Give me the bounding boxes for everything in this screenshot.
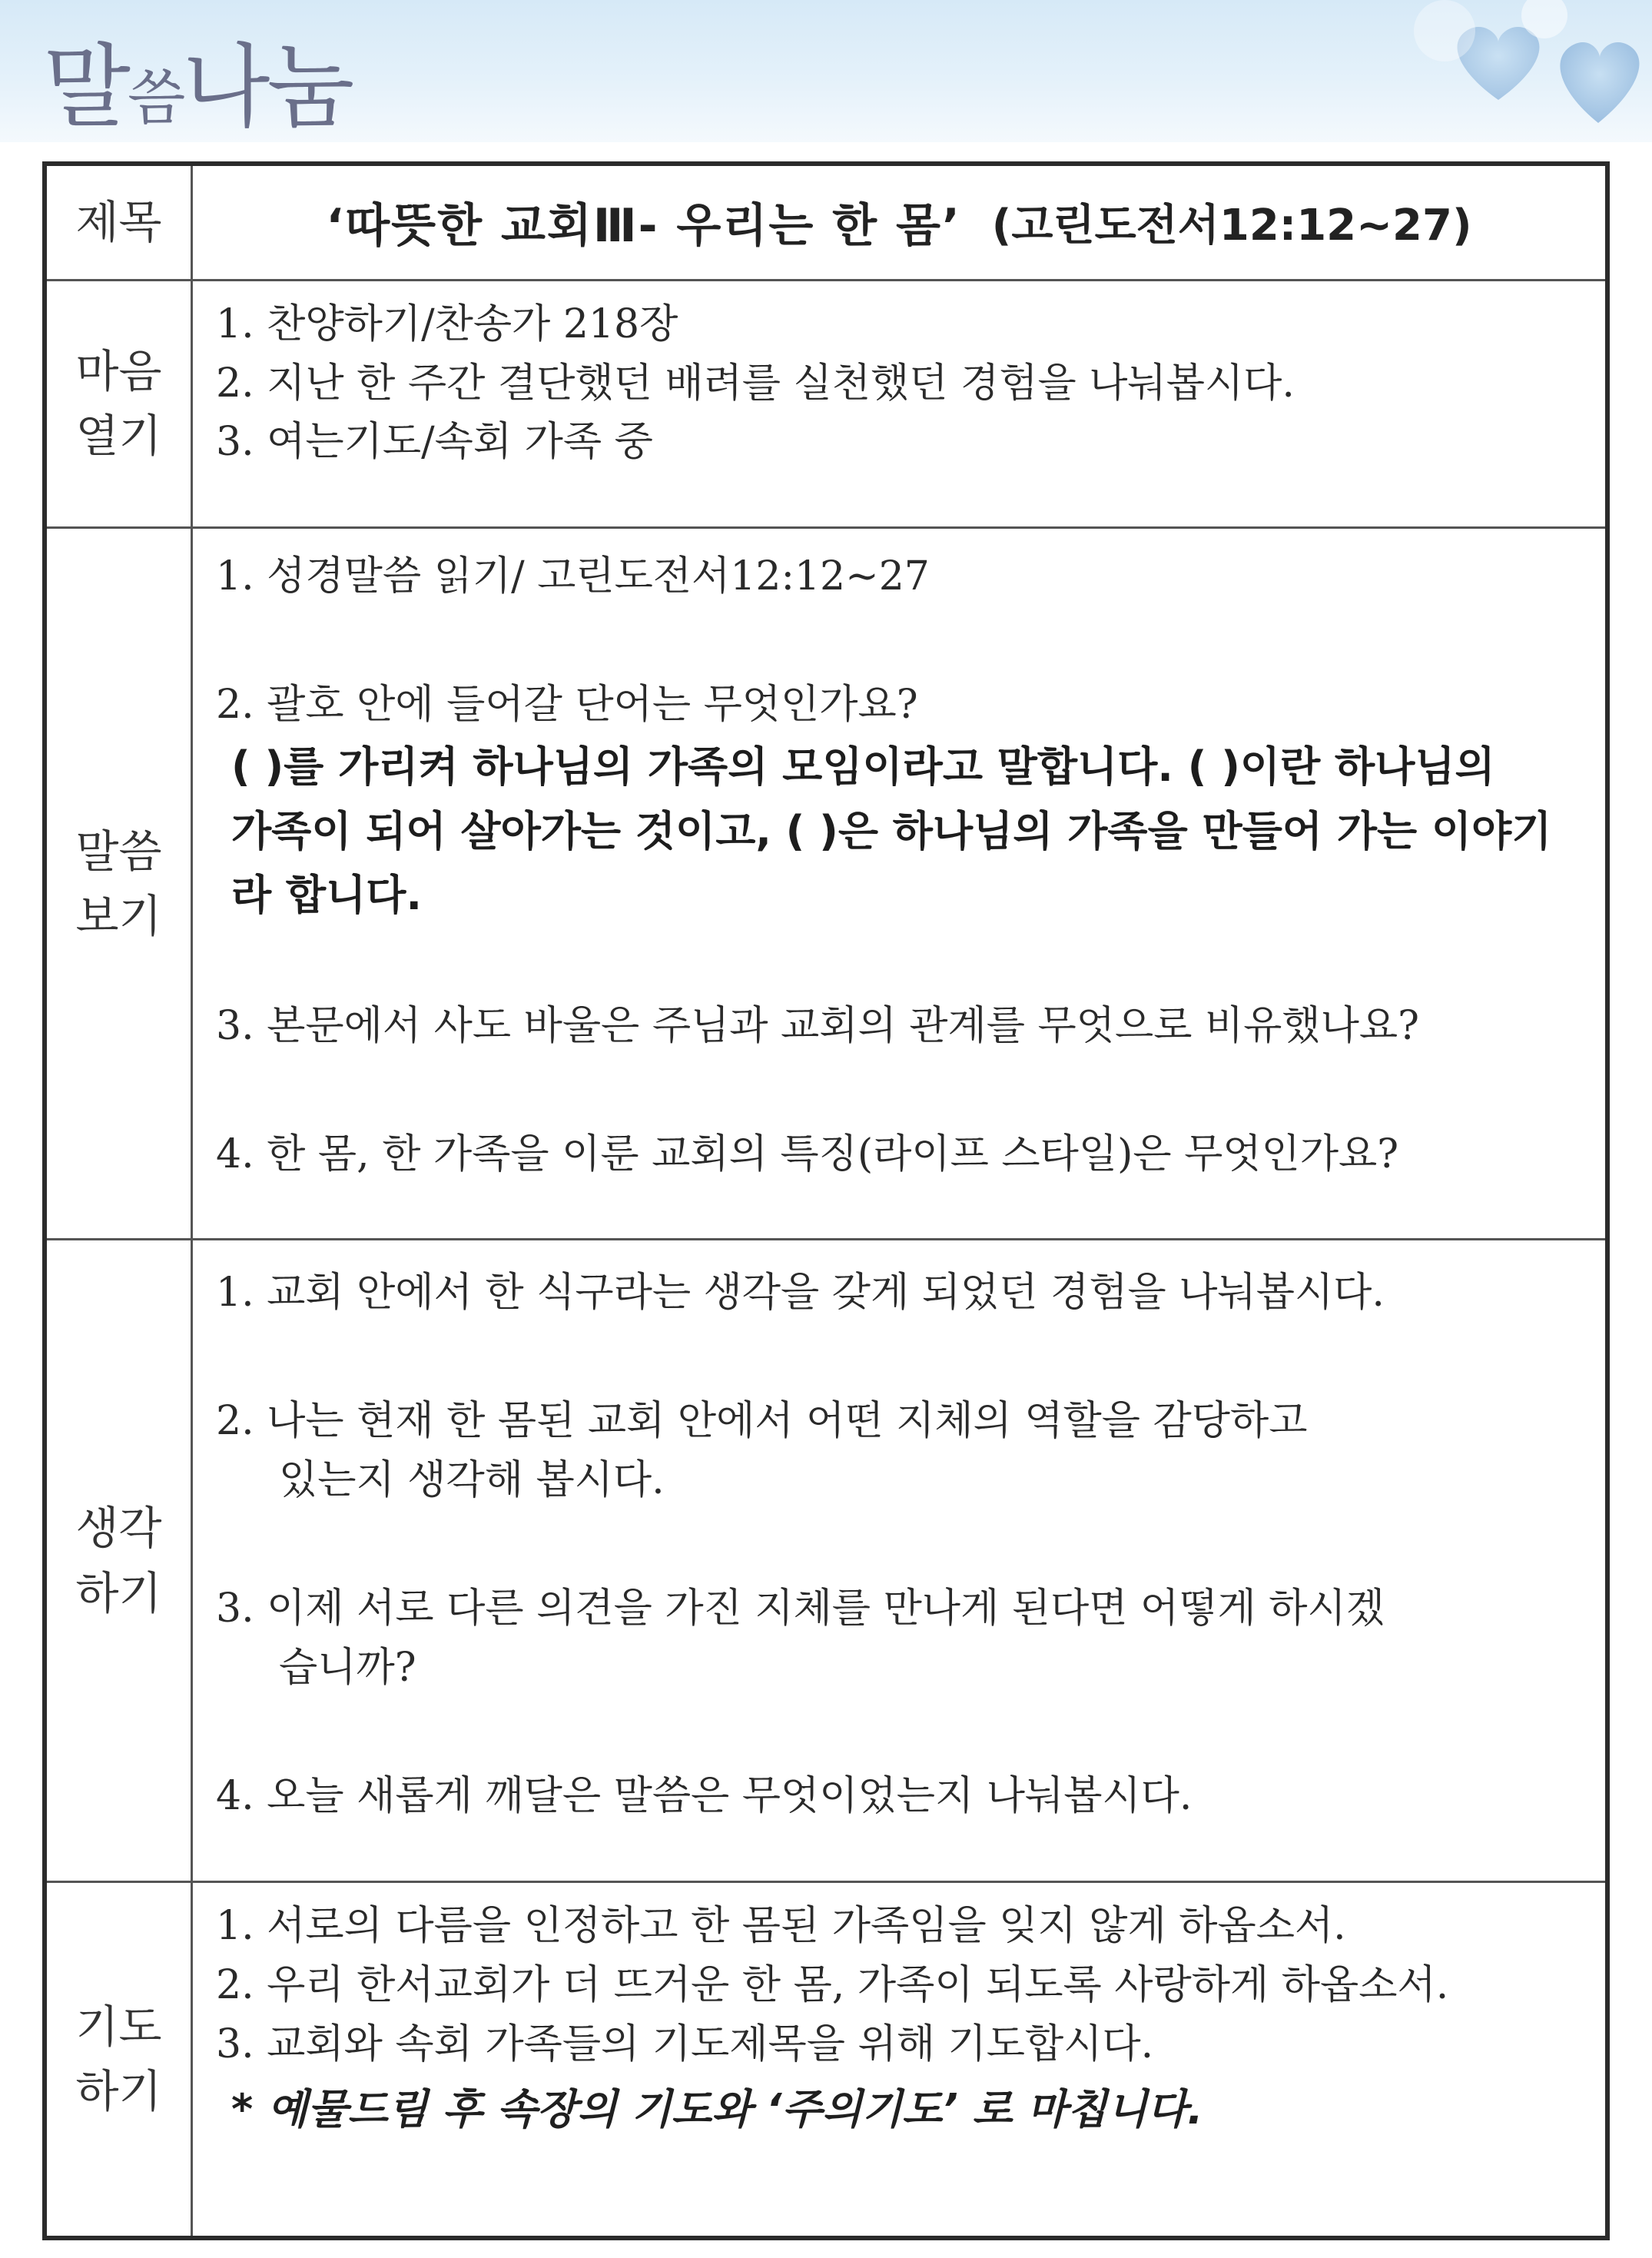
page-title (43, 14, 351, 144)
list-item: 2. 지난 한 주간 결단했던 배려를 실천했던 경험을 나눠봅시다. (216, 360, 1295, 407)
fill-in-blank-passage: ( )를 가리켜 하나님의 가족의 모임이라고 말합니다. ( )이란 하나님의 가족이 되어 살아가는 것이고, ( )은 하나님의 가족을 만들어 가는 이야기 라 합니다. (231, 742, 1552, 920)
label-title: 제목 (47, 166, 193, 281)
heart-icon (1560, 42, 1639, 123)
closing-note: * 예물드림 후 속장의 기도와 ‘주의기도’ 로 마칩니다. (231, 2084, 1203, 2133)
list-item: 1. 서로의 다름을 인정하고 한 몸된 가족임을 잊지 않게 하옵소서. (216, 1902, 1346, 1949)
label-reflect: 생각 하기 (47, 1240, 193, 1882)
list-item: 2. 나는 현재 한 몸된 교회 안에서 어떤 지체의 역할을 감당하고 있는지 생각해 봅시다. (216, 1398, 1308, 1504)
word-view-content (193, 529, 1605, 1240)
reflect-content (193, 1240, 1605, 1882)
list-item: 4. 한 몸, 한 가족을 이룬 교회의 특징(라이프 스타일)은 무엇인가요? (216, 1131, 1399, 1177)
label-open-heart: 마음 열기 (47, 281, 193, 529)
title-part-3: 나눔 (182, 34, 352, 140)
list-item: 2. 괄호 안에 들어갈 단어는 무엇인가요? (216, 681, 918, 728)
list-item: 1. 교회 안에서 한 식구라는 생각을 갖게 되었던 경험을 나눠봅시다. (216, 1270, 1385, 1317)
list-item: 1. 성경말씀 읽기/ 고린도전서12:12~27 (216, 553, 930, 599)
sermon-title-cell (193, 166, 1605, 281)
worksheet-table (42, 161, 1610, 2240)
prayer-content (193, 1883, 1605, 2236)
title-part-1: 말 (43, 34, 128, 140)
list-item: 3. 여는기도/속회 가족 중 (216, 419, 653, 466)
list-item: 1. 찬양하기/찬송가 218장 (216, 301, 678, 347)
list-item: 2. 우리 한서교회가 더 뜨거운 한 몸, 가족이 되도록 사랑하게 하옵소서. (216, 1961, 1449, 2008)
open-heart-content (193, 281, 1605, 529)
hearts-decoration (1268, 0, 1652, 142)
list-item: 3. 이제 서로 다른 의견을 가진 지체를 만나게 된다면 어떻게 하시겠 습니까? (216, 1586, 1385, 1692)
list-item: 4. 오늘 새롭게 깨달은 말씀은 무엇이었는지 나눠봅시다. (216, 1773, 1193, 1820)
scripture-reference: (고린도전서12:12~27) (991, 201, 1472, 251)
label-prayer: 기도 하기 (47, 1883, 193, 2236)
list-item: 3. 본문에서 사도 바울은 주님과 교회의 관계를 무엇으로 비유했나요? (216, 1002, 1419, 1049)
list-item: 3. 교회와 속회 가족들의 기도제목을 위해 기도합시다. (216, 2021, 1154, 2067)
title-part-2: 씀 (128, 64, 183, 133)
label-word-view: 말씀 보기 (47, 529, 193, 1240)
sermon-title: ‘따뜻한 교회Ⅲ- 우리는 한 몸’ (326, 199, 961, 254)
